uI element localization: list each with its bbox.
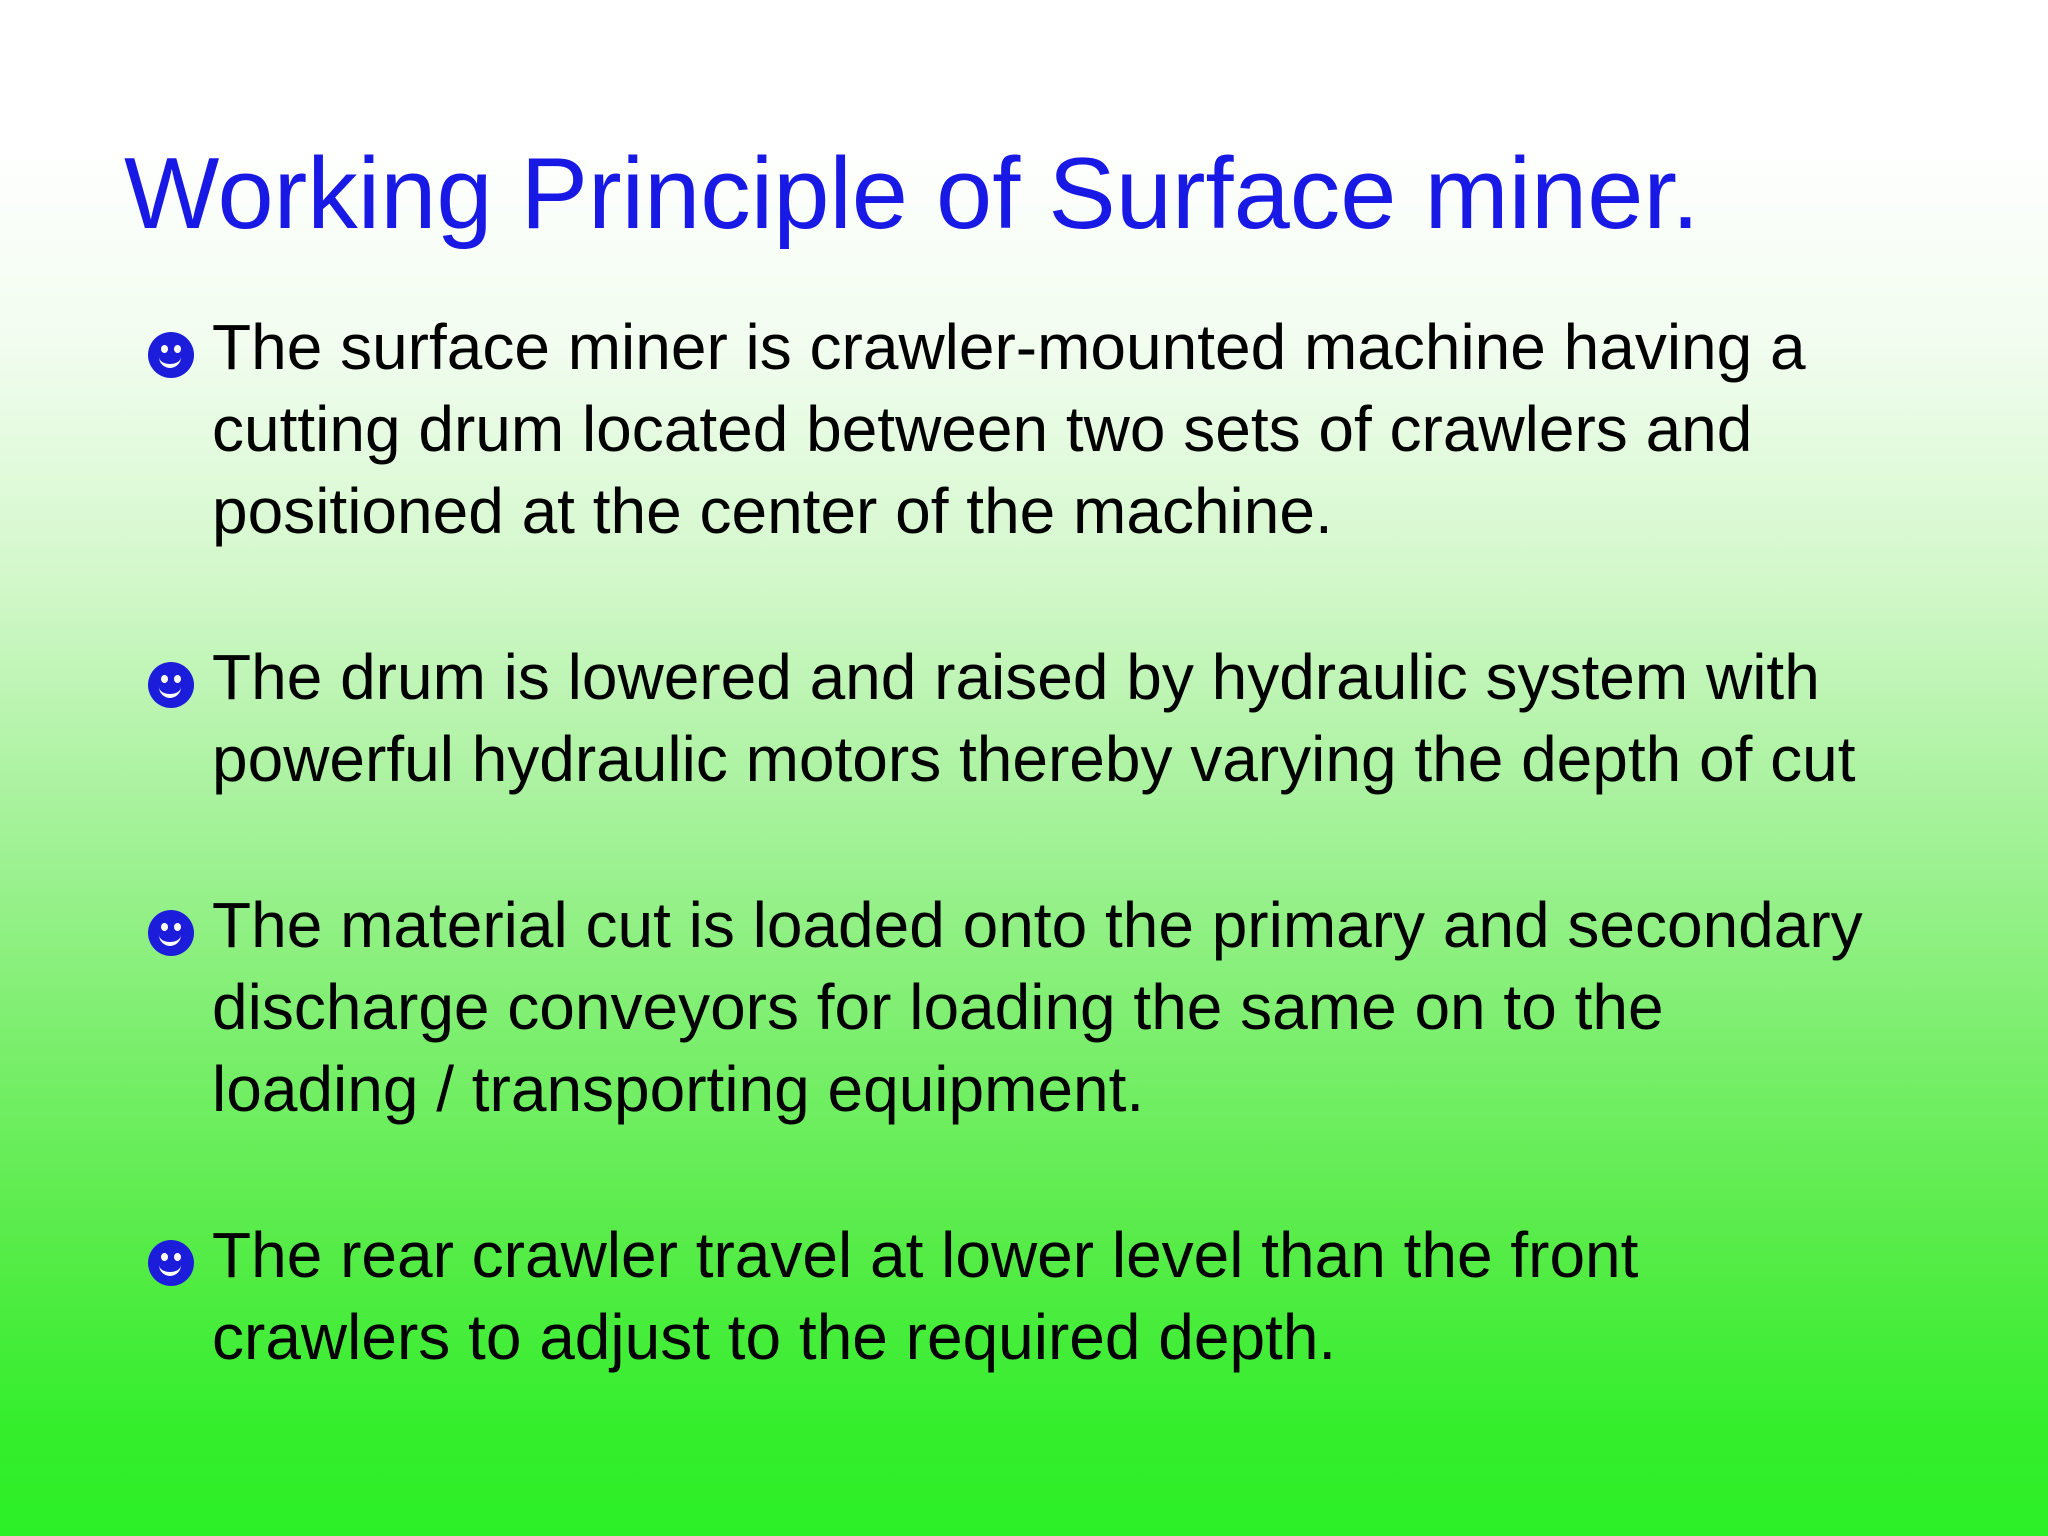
bullet-item [148, 1214, 2028, 1378]
bullet-line: cutting drum located between two sets of crawlers and [212, 393, 1753, 465]
bullet-line: The drum is lowered and raised by hydraulic system with [212, 641, 1820, 713]
smiley-icon [148, 1240, 194, 1286]
bullet-line: The material cut is loaded onto the primary and secondary [212, 889, 1863, 961]
bullet-list [148, 306, 2028, 1462]
slide-title: Working Principle of Surface miner. [124, 138, 1700, 250]
smiley-icon [148, 662, 194, 708]
bullet-line: powerful hydraulic motors thereby varying the depth of cut [212, 723, 1856, 795]
bullet-line: positioned at the center of the machine. [212, 475, 1333, 547]
bullet-line: The surface miner is crawler-mounted machine having a [212, 311, 1806, 383]
smiley-icon [148, 332, 194, 378]
bullet-item [148, 636, 2028, 800]
bullet-item [148, 306, 2028, 552]
bullet-line: discharge conveyors for loading the same on to the [212, 971, 1664, 1043]
bullet-line: loading / transporting equipment. [212, 1053, 1145, 1125]
bullet-line: The rear crawler travel at lower level than the front [212, 1219, 1639, 1291]
bullet-line: crawlers to adjust to the required depth. [212, 1301, 1337, 1373]
bullet-item [148, 884, 2028, 1130]
smiley-icon [148, 910, 194, 956]
